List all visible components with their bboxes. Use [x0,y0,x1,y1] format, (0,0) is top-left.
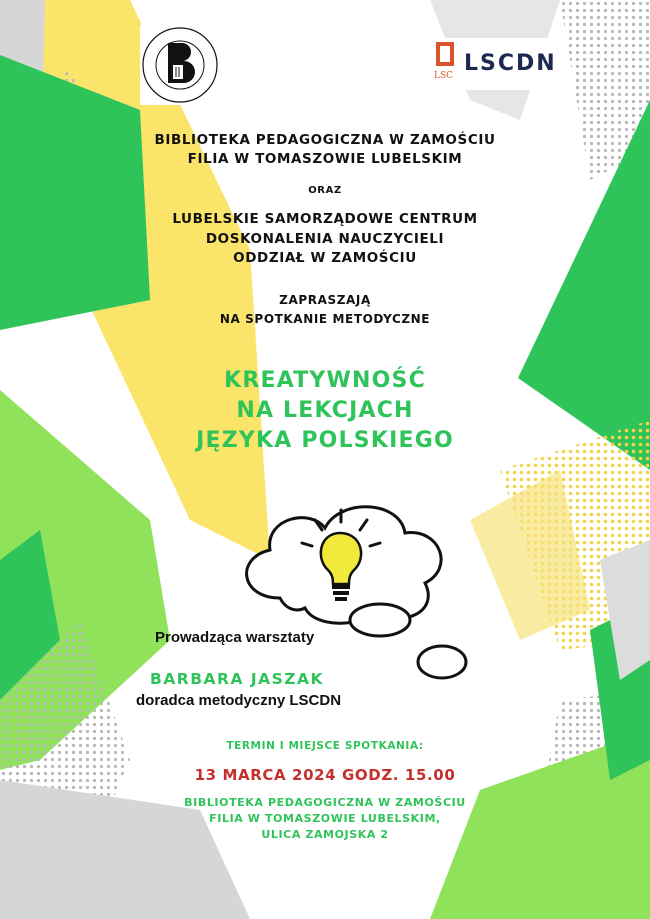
small-cloud-icon [350,604,410,636]
thought-bubble-illustration [220,488,480,688]
presenter-name: BARBARA JASZAK [150,670,325,688]
invite-line-2: NA SPOTKANIE METODYCZNE [219,312,431,326]
meeting-datetime: 13 MARCA 2024 GODZ. 15.00 [194,766,456,784]
organizer-and: ORAZ [308,185,342,196]
meeting-label: TERMIN I MIEJSCE SPOTKANIA: [226,740,424,752]
presenter-label: Prowadząca warsztaty [155,629,315,646]
lscdn-logo-text: LSCDN [464,51,557,76]
title-line-2: NA LEKCJACH [236,398,414,423]
invite-line-1: ZAPRASZAJĄ [279,293,371,307]
meeting-place-2: FILIA W TOMASZOWIE LUBELSKIM, [209,812,441,825]
organizer-line-3: LUBELSKIE SAMORZĄDOWE CENTRUM [172,211,478,227]
title-line-1: KREATYWNOŚĆ [224,368,426,393]
title-line-3: JĘZYKA POLSKIEGO [196,428,454,453]
presenter-role: doradca metodyczny LSCDN [136,692,342,709]
lscdn-logo-small-text: LSC [434,71,454,81]
meeting-place-3: ULICA ZAMOJSKA 2 [261,828,389,841]
organizer-line-2: FILIA W TOMASZOWIE LUBELSKIM [187,151,463,167]
organizer-line-5: ODDZIAŁ W ZAMOŚCIU [233,250,417,266]
organizer-line-1: BIBLIOTEKA PEDAGOGICZNA W ZAMOŚCIU [154,132,496,148]
organizer-line-4: DOSKONALENIA NAUCZYCIELI [205,231,445,247]
meeting-place-1: BIBLIOTEKA PEDAGOGICZNA W ZAMOŚCIU [184,796,466,809]
tiny-cloud-icon [418,646,466,678]
